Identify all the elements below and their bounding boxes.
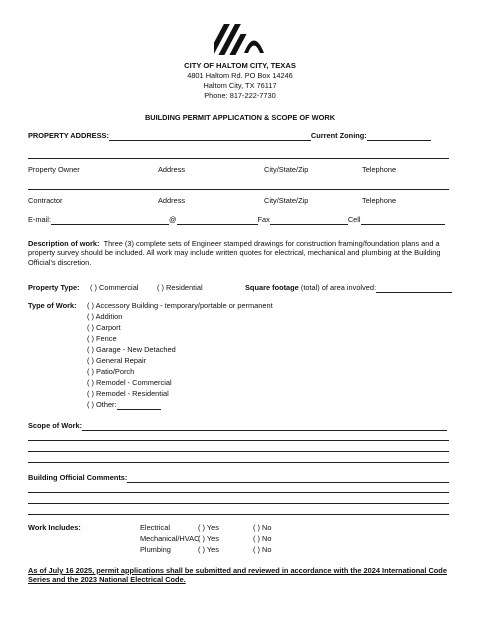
square-footage-label: Square footage <box>245 283 299 292</box>
fax-label: Fax <box>257 215 270 224</box>
owner-label: Property Owner <box>28 165 80 174</box>
cell-label: Cell <box>347 215 361 224</box>
type-of-work-label: Type of Work: <box>28 301 77 310</box>
owner-entry-line[interactable] <box>28 158 449 159</box>
work-type-other[interactable]: ( ) Other: <box>87 400 117 409</box>
property-address-row <box>28 131 431 141</box>
property-type-row <box>28 283 80 292</box>
owner-address-label: Address <box>158 165 186 174</box>
current-zoning-label: Current Zoning: <box>310 131 367 140</box>
fax-input[interactable] <box>270 216 348 225</box>
official-line-3[interactable] <box>28 503 449 504</box>
contractor-entry-line[interactable] <box>28 189 449 190</box>
electrical-yes[interactable]: ( ) Yes <box>198 523 219 532</box>
property-address-input[interactable] <box>109 132 311 141</box>
square-footage-input[interactable] <box>376 284 452 293</box>
contact-row <box>28 215 445 225</box>
scope-row <box>28 421 447 431</box>
contractor-address-label: Address <box>158 196 186 205</box>
current-zoning-input[interactable] <box>367 132 431 141</box>
property-type-label: Property Type: <box>28 283 80 292</box>
official-comments-label: Building Official Comments: <box>28 473 128 482</box>
city-name: CITY OF HALTOM CITY, TEXAS <box>184 61 296 70</box>
scope-line-4[interactable] <box>28 462 449 463</box>
property-address-label: PROPERTY ADDRESS: <box>28 131 109 140</box>
city-address-line2: Haltom City, TX 76117 <box>203 81 277 90</box>
email-label: E-mail: <box>28 215 51 224</box>
official-comments-row <box>28 473 449 483</box>
property-type-residential[interactable]: ( ) Residential <box>157 283 203 292</box>
plumbing-yes[interactable]: ( ) Yes <box>198 545 219 554</box>
square-footage-row <box>245 283 452 293</box>
code-notice: As of July 16 2025, permit applications shall be submitted and reviewed in accordance with the 2024 International Code Series and the 2023 National Electrical Code. <box>28 566 447 585</box>
work-type-fence[interactable]: ( ) Fence <box>87 334 117 343</box>
work-includes-label: Work Includes: <box>28 523 81 532</box>
contractor-telephone-label: Telephone <box>362 196 397 205</box>
work-type-patio[interactable]: ( ) Patio/Porch <box>87 367 135 376</box>
official-comments-input[interactable] <box>127 474 449 483</box>
electrical-no[interactable]: ( ) No <box>253 523 272 532</box>
plumbing-no[interactable]: ( ) No <box>253 545 272 554</box>
email-at: @ <box>169 215 177 224</box>
email-user-input[interactable] <box>51 216 169 225</box>
work-type-remodel-residential[interactable]: ( ) Remodel - Residential <box>87 389 169 398</box>
city-phone: Phone: 817-222-7730 <box>204 91 276 100</box>
electrical-label: Electrical <box>140 523 170 532</box>
owner-citystatezip-label: City/State/Zip <box>264 165 309 174</box>
email-domain-input[interactable] <box>177 216 258 225</box>
mechanical-label: Mechanical/HVAC <box>140 534 200 543</box>
city-logo-icon <box>214 20 266 60</box>
contractor-citystatezip-label: City/State/Zip <box>264 196 309 205</box>
scope-line-2[interactable] <box>28 440 449 441</box>
description-text: Three (3) complete sets of Engineer stamped drawings for construction framing/foundation plans and a property survey should be included. All work may include written quotes for electrical, mechanical and plumbing at the Building Official's discretion. <box>28 239 441 267</box>
owner-telephone-label: Telephone <box>362 165 397 174</box>
square-footage-label-rest: (total) of area involved: <box>300 283 377 292</box>
description-paragraph <box>28 239 452 267</box>
cell-input[interactable] <box>361 216 445 225</box>
property-type-commercial[interactable]: ( ) Commercial <box>90 283 139 292</box>
work-type-addition[interactable]: ( ) Addition <box>87 312 123 321</box>
official-line-4[interactable] <box>28 514 449 515</box>
city-address-line1: 4801 Haltom Rd. PO Box 14246 <box>187 71 293 80</box>
plumbing-label: Plumbing <box>140 545 171 554</box>
contractor-label: Contractor <box>28 196 63 205</box>
work-type-remodel-commercial[interactable]: ( ) Remodel - Commercial <box>87 378 172 387</box>
mechanical-yes[interactable]: ( ) Yes <box>198 534 219 543</box>
work-type-carport[interactable]: ( ) Carport <box>87 323 121 332</box>
mechanical-no[interactable]: ( ) No <box>253 534 272 543</box>
form-title: BUILDING PERMIT APPLICATION & SCOPE OF WORK <box>144 113 336 122</box>
work-type-garage[interactable]: ( ) Garage - New Detached <box>87 345 176 354</box>
scope-label: Scope of Work: <box>28 421 83 430</box>
work-type-other-row <box>87 400 161 410</box>
other-input[interactable] <box>117 401 161 410</box>
scope-input[interactable] <box>82 422 447 431</box>
official-line-2[interactable] <box>28 492 449 493</box>
scope-line-3[interactable] <box>28 451 449 452</box>
work-type-general-repair[interactable]: ( ) General Repair <box>87 356 147 365</box>
description-label: Description of work: <box>28 239 100 248</box>
work-type-accessory[interactable]: ( ) Accessory Building - temporary/portable or permanent <box>87 301 273 310</box>
